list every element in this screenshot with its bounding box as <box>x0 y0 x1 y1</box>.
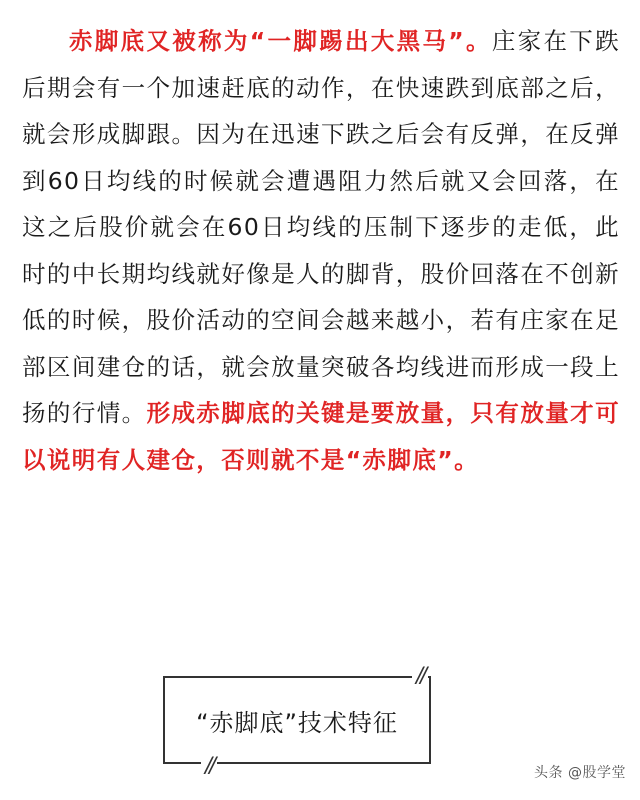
section-title: “赤脚底”技术特征 <box>196 708 398 737</box>
conclusion-highlight: 形成赤脚底的关键是要放量，只有放量才可以说明有人建仓，否则就不是“赤脚底”。 <box>22 399 620 474</box>
frame-break-top-mark: // <box>412 665 428 686</box>
lead-highlight: 赤脚底又被称为“一脚踢出大黑马”。 <box>69 27 492 55</box>
source-watermark: 头条 @股学堂 <box>534 765 626 781</box>
section-header-box <box>163 676 431 764</box>
article-paragraph <box>22 18 620 483</box>
frame-break-bottom-mark: // <box>201 755 217 776</box>
body-text: 庄家在下跌后期会有一个加速赶底的动作，在快速跌到底部之后，就会形成脚跟。因为在迅速下跌之后会有反弹，在反弹到60日均线的时候就会遭遇阻力然后就又会回落，在这之后股价就会在60日均线的压制下逐步的走低，此时的中长期均线就好像是人的脚背，股价回落在不创新低的时候，股价活动的空间会越来越小，若有庄家在足部区间建仓的话，就会放量突破各均线进而形成一段上扬的行情。 <box>22 27 620 427</box>
